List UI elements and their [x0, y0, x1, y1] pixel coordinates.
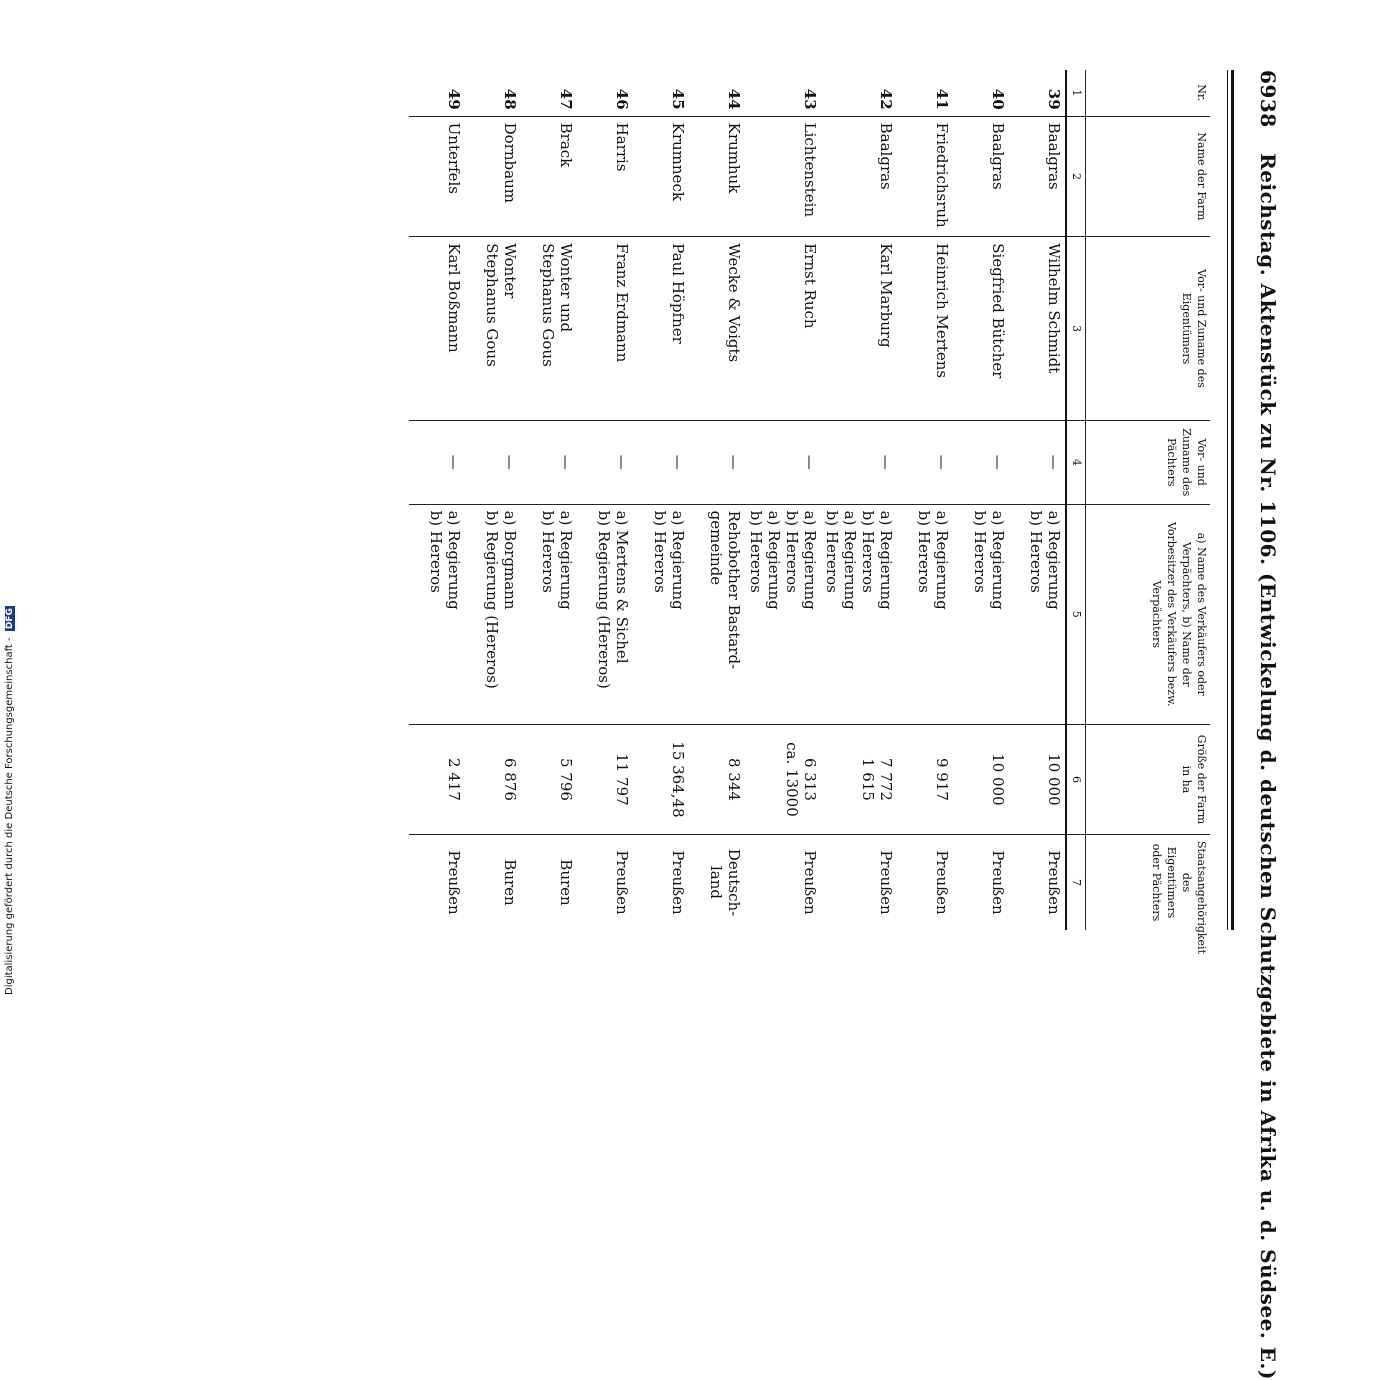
header-rule-thin	[1227, 70, 1228, 930]
farm-size: 6 313 ca. 13000	[745, 724, 821, 834]
col-header-nationality: Staatsangehörigkeit des Eigentümers oder Pächters	[1086, 835, 1211, 930]
farm-size: 10 000	[1009, 724, 1066, 834]
page-number: 6938	[1256, 70, 1280, 128]
farm-size: 6 876	[465, 724, 521, 834]
col-header-size: Größe der Farm in ha	[1086, 724, 1211, 834]
footer-text: Digitalisierung gefördert durch die Deutsche Forschungsgemeinschaft -	[4, 637, 15, 995]
farm-name: Baalgras	[821, 116, 897, 237]
row-number: 48	[501, 88, 519, 110]
farm-size: 8 344	[689, 724, 745, 834]
tenant-name: —	[897, 420, 953, 504]
nationality: Preußen	[953, 835, 1009, 930]
owner-name: Heinrich Mertens	[897, 237, 953, 421]
table-body	[409, 70, 1066, 930]
farm-name: Harris	[577, 116, 633, 237]
owner-name: Franz Erdmann	[577, 237, 633, 421]
tenant-name: —	[821, 420, 897, 504]
seller-info: a) Regierung b) Hereros	[521, 504, 577, 724]
nationality: Preußen	[745, 835, 821, 930]
col-header-nr: Nr.	[1195, 84, 1208, 102]
farm-size: 2 417	[409, 724, 465, 834]
seller-info: a) Regierung b) Hereros	[1009, 504, 1066, 724]
table-row	[897, 70, 953, 930]
seller-info: Rehobother Bastard- gemeinde	[689, 504, 745, 724]
seller-info: a) Regierung b) Hereros	[409, 504, 465, 724]
tenant-name: —	[465, 420, 521, 504]
farm-name: Krumneck	[633, 116, 689, 237]
dfg-logo: DFG	[5, 608, 15, 630]
col-number: 6	[1066, 724, 1086, 834]
table-row	[1009, 70, 1066, 930]
page-title: Reichstag. Aktenstück zu Nr. 1106. (Entwickelung d. deutschen Schutzgebiete in Afrika u. d. Südsee. E.)	[1256, 153, 1280, 1380]
column-numbers	[1066, 70, 1086, 930]
col-header-seller: a) Name des Verkäufers oder Verpächters, b) Name der Vorbesitzer des Verkäufers bezw. Verpächters	[1086, 504, 1211, 724]
tenant-name: —	[521, 420, 577, 504]
owner-name: Karl Marburg	[821, 237, 897, 421]
farm-name: Baalgras	[1009, 116, 1066, 237]
farm-size: 7 772 1 615	[821, 724, 897, 834]
owner-name: Wilhelm Schmidt	[1009, 237, 1066, 421]
seller-info: a) Regierung b) Hereros a) Regierung b) Hereros	[821, 504, 897, 724]
col-header-owner: Vor- und Zuname des Eigentümers	[1086, 237, 1211, 421]
owner-name: Paul Höpfner	[633, 237, 689, 421]
row-number: 47	[557, 88, 575, 110]
owner-name: Karl Boßmann	[409, 237, 465, 421]
table-row	[745, 70, 821, 930]
farm-size: 11 797	[577, 724, 633, 834]
seller-info: a) Mertens & Sichel b) Regierung (Hereros)	[577, 504, 633, 724]
col-number: 4	[1066, 420, 1086, 504]
row-number: 41	[933, 88, 951, 110]
farm-name: Unterfels	[409, 116, 465, 237]
tenant-name: —	[1009, 420, 1066, 504]
tenant-name: —	[689, 420, 745, 504]
col-number: 2	[1066, 116, 1086, 237]
nationality: Buren	[521, 835, 577, 930]
farm-name: Lichtenstein	[745, 116, 821, 237]
nationality: Preußen	[633, 835, 689, 930]
row-number: 49	[445, 88, 463, 110]
seller-info: a) Regierung b) Hereros	[633, 504, 689, 724]
tenant-name: —	[953, 420, 1009, 504]
seller-info: a) Regierung b) Hereros	[953, 504, 1009, 724]
seller-info: a) Regierung b) Hereros	[897, 504, 953, 724]
nationality: Buren	[465, 835, 521, 930]
farm-name: Baalgras	[953, 116, 1009, 237]
nationality: Deutsch- land	[689, 835, 745, 930]
owner-name: Ernst Ruch	[745, 237, 821, 421]
row-number: 44	[725, 88, 743, 110]
row-number: 45	[669, 88, 687, 110]
nationality: Preußen	[409, 835, 465, 930]
farm-name: Dornbaum	[465, 116, 521, 237]
table-row	[409, 70, 465, 930]
nationality: Preußen	[821, 835, 897, 930]
owner-name: Wecke & Voigts	[689, 237, 745, 421]
col-number: 7	[1066, 835, 1086, 930]
table-row	[521, 70, 577, 930]
farm-name: Krumhuk	[689, 116, 745, 237]
tenant-name: —	[633, 420, 689, 504]
footer-credit	[4, 606, 15, 995]
row-number: 42	[877, 88, 895, 110]
farm-size: 10 000	[953, 724, 1009, 834]
table-row	[465, 70, 521, 930]
owner-name: Siegfried Bütcher	[953, 237, 1009, 421]
nationality: Preußen	[577, 835, 633, 930]
row-number: 43	[801, 88, 819, 110]
tenant-name: —	[409, 420, 465, 504]
table-row	[633, 70, 689, 930]
owner-name: Wonter und Stephanus Gous	[521, 237, 577, 421]
row-number: 39	[1045, 88, 1063, 110]
farm-name: Friedrichsruh	[897, 116, 953, 237]
col-header-tenant: Vor- und Zuname des Pächters	[1086, 420, 1211, 504]
tenant-name: —	[745, 420, 821, 504]
farm-size: 9 917	[897, 724, 953, 834]
farm-table	[409, 70, 1210, 954]
owner-name: Wonter Stephanus Gous	[465, 237, 521, 421]
row-number: 40	[989, 88, 1007, 110]
farm-name: Brack	[521, 116, 577, 237]
nationality: Preußen	[897, 835, 953, 930]
col-number: 5	[1066, 504, 1086, 724]
col-number: 3	[1066, 237, 1086, 421]
table-row	[689, 70, 745, 930]
page-header	[1240, 70, 1280, 1380]
farm-size: 5 796	[521, 724, 577, 834]
document-page	[80, 70, 1280, 1380]
col-number: 1	[1066, 70, 1086, 116]
seller-info: a) Borgmann b) Regierung (Hereros)	[465, 504, 521, 724]
farm-size: 15 364,48	[633, 724, 689, 834]
table-row	[821, 70, 897, 930]
header-rule	[1231, 70, 1234, 930]
table-row	[953, 70, 1009, 930]
column-headers	[1086, 70, 1211, 930]
tenant-name: —	[577, 420, 633, 504]
col-header-farm: Name der Farm	[1086, 116, 1211, 237]
nationality: Preußen	[1009, 835, 1066, 930]
table-row	[577, 70, 633, 930]
row-number: 46	[613, 88, 631, 110]
seller-info: a) Regierung b) Hereros a) Regierung b) Hereros	[745, 504, 821, 724]
